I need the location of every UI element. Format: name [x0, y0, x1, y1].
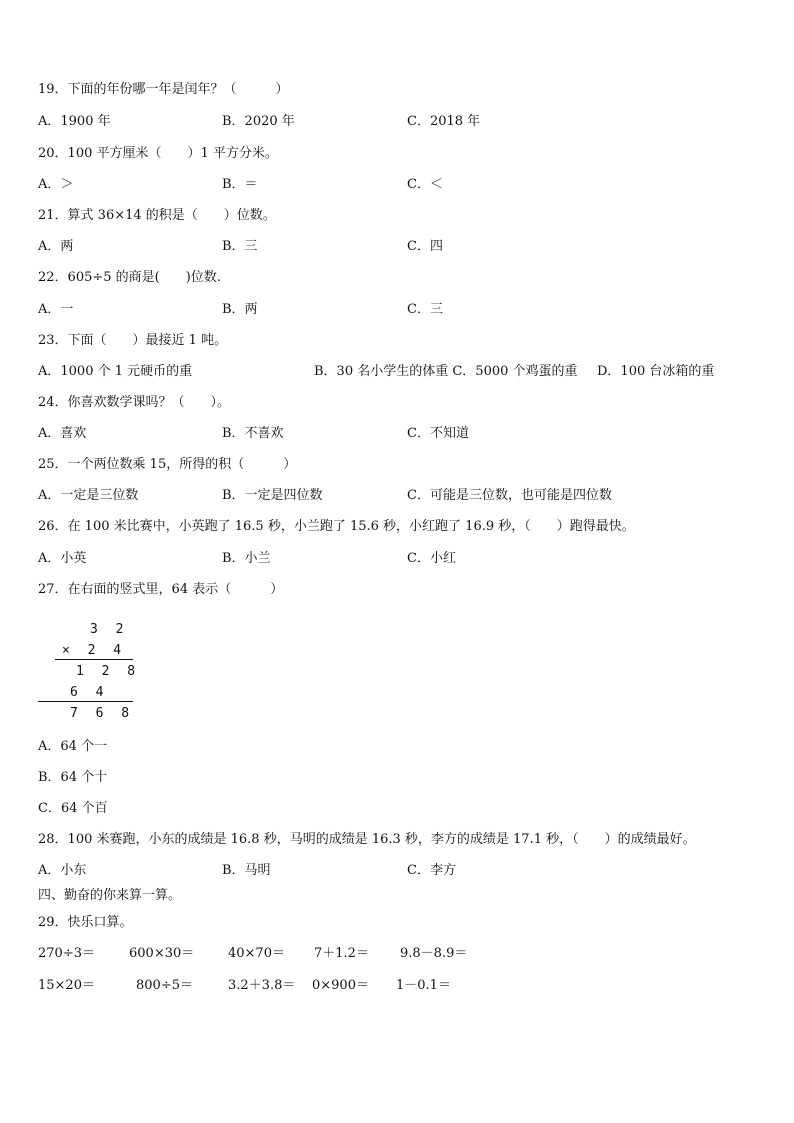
- calc-item: 800÷5＝: [136, 978, 193, 993]
- q26-option-a[interactable]: A．小英: [38, 551, 87, 566]
- question-23: 23．下面（ ）最接近 1 吨。: [38, 333, 228, 348]
- q25-option-c[interactable]: C．可能是三位数，也可能是四位数: [407, 488, 612, 503]
- q24-option-a[interactable]: A．喜欢: [38, 426, 87, 441]
- q23-option-bc[interactable]: B．30 名小学生的体重 C．5000 个鸡蛋的重: [314, 364, 578, 379]
- calc-row-partial-1: 1 2 8: [76, 664, 141, 679]
- calc-item: 270÷3＝: [38, 946, 95, 961]
- calc-row-multiplier: × 2 4: [62, 643, 127, 658]
- question-22: 22．605÷5 的商是( )位数.: [38, 270, 221, 285]
- q23-option-a[interactable]: A．1000 个 1 元硬币的重: [38, 364, 193, 379]
- q19-option-c[interactable]: C．2018 年: [407, 114, 481, 129]
- calc-item: 1－0.1＝: [396, 978, 451, 993]
- q28-option-a[interactable]: A．小东: [38, 863, 87, 878]
- q28-option-c[interactable]: C．李方: [407, 863, 456, 878]
- q27-option-a[interactable]: A．64 个一: [38, 739, 108, 754]
- q21-option-c[interactable]: C．四: [407, 239, 443, 254]
- question-19: 19．下面的年份哪一年是闰年？（ ）: [38, 82, 289, 97]
- calc-item: 7＋1.2＝: [314, 946, 369, 961]
- q22-option-b[interactable]: B．两: [222, 302, 258, 317]
- q21-option-b[interactable]: B．三: [222, 239, 258, 254]
- q19-option-a[interactable]: A．1900 年: [38, 114, 111, 129]
- q22-option-c[interactable]: C．三: [407, 302, 443, 317]
- q27-option-b[interactable]: B．64 个十: [38, 770, 108, 785]
- calc-item: 3.2＋3.8＝: [228, 978, 296, 993]
- question-28: 28．100 米赛跑，小东的成绩是 16.8 秒，马明的成绩是 16.3 秒，李方的成绩是 17.1 秒，（ ）的成绩最好。: [38, 832, 696, 847]
- question-27: 27．在右面的竖式里，64 表示（ ）: [38, 582, 284, 597]
- q22-option-a[interactable]: A．一: [38, 302, 74, 317]
- q27-option-c[interactable]: C．64 个百: [38, 801, 108, 816]
- q26-option-b[interactable]: B．小兰: [222, 551, 271, 566]
- q24-option-b[interactable]: B．不喜欢: [222, 426, 284, 441]
- question-20: 20．100 平方厘米（ ）1 平方分米。: [38, 146, 278, 161]
- question-26: 26．在 100 米比赛中，小英跑了 16.5 秒，小兰跑了 15.6 秒，小红跑了 16.9 秒，（ ）跑得最快。: [38, 519, 635, 534]
- calc-rule-2: [38, 701, 133, 702]
- question-21: 21．算式 36×14 的积是（ ）位数。: [38, 208, 276, 223]
- calc-row-multiplicand: 3 2: [90, 622, 129, 637]
- calc-item: 9.8－8.9＝: [400, 946, 468, 961]
- q19-option-b[interactable]: B．2020 年: [222, 114, 295, 129]
- calc-row-partial-2: 6 4: [70, 685, 109, 700]
- q20-option-a[interactable]: A．＞: [38, 177, 74, 192]
- calc-item: 0×900＝: [312, 978, 369, 993]
- q25-option-b[interactable]: B．一定是四位数: [222, 488, 323, 503]
- calc-rule-1: [55, 659, 133, 660]
- calc-item: 40×70＝: [228, 946, 285, 961]
- q25-option-a[interactable]: A．一定是三位数: [38, 488, 139, 503]
- q28-option-b[interactable]: B．马明: [222, 863, 271, 878]
- section-4-heading: 四、勤奋的你来算一算。: [38, 888, 182, 903]
- calc-item: 15×20＝: [38, 978, 95, 993]
- q23-option-d[interactable]: D．100 台冰箱的重: [597, 364, 715, 379]
- q20-option-c[interactable]: C．＜: [407, 177, 443, 192]
- question-25: 25．一个两位数乘 15，所得的积（ ）: [38, 457, 297, 472]
- q21-option-a[interactable]: A．两: [38, 239, 74, 254]
- calc-item: 600×30＝: [129, 946, 195, 961]
- calc-row-product: 7 6 8: [70, 706, 135, 721]
- q24-option-c[interactable]: C．不知道: [407, 426, 469, 441]
- q26-option-c[interactable]: C．小红: [407, 551, 456, 566]
- question-29-title: 29．快乐口算。: [38, 915, 133, 930]
- question-24: 24．你喜欢数学课吗？（ ）。: [38, 395, 231, 410]
- q20-option-b[interactable]: B．＝: [222, 177, 258, 192]
